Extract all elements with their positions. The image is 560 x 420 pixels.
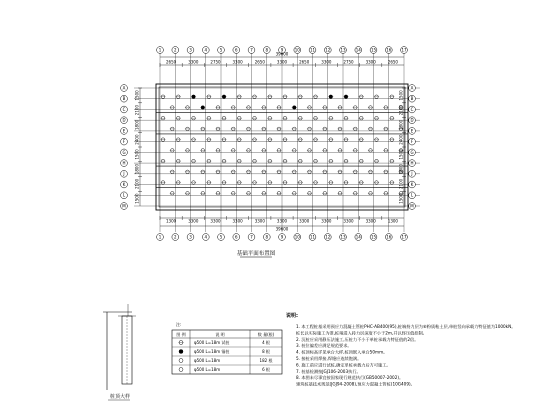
legend-count-4: 6 根	[262, 367, 270, 372]
dim-left-seg: 1500	[134, 149, 140, 160]
legend-count-2: 8 根	[262, 349, 270, 354]
dim-right-seg: 2100	[398, 178, 404, 189]
dim-right-seg: 1800	[398, 119, 404, 130]
axis-bubble-left-10-label: K	[122, 181, 126, 187]
dim-left-seg: 1500	[134, 90, 140, 101]
dim-top-seg: 2650	[166, 59, 177, 65]
plan-title: 基础平面布置图	[236, 251, 276, 257]
axis-bubble-right-1-label: A	[410, 85, 414, 91]
axis-bubble-bottom-14-label: 14	[355, 234, 361, 240]
axis-bubble-top-2-label: 2	[174, 47, 177, 53]
dim-left-seg: 2100	[134, 178, 140, 189]
axis-bubble-left-3-label: C	[122, 106, 126, 112]
axis-bubble-left-2-label: B	[122, 96, 126, 102]
legend-desc-1: φ500 L=18m 试桩	[194, 340, 230, 345]
axis-bubble-right-7-label: G	[410, 149, 414, 155]
dim-right-seg: 1500	[398, 90, 404, 101]
dim-bottom-total: 39600	[275, 226, 289, 232]
axis-bubble-bottom-5-label: 5	[219, 234, 223, 240]
axis-bubble-top-11-label: 11	[309, 47, 316, 53]
dim-left-seg: 2400	[134, 134, 140, 145]
dim-right-seg: 1500	[398, 193, 404, 204]
dim-bottom-seg: 3300	[188, 218, 199, 224]
axis-bubble-right-5-label: E	[410, 128, 414, 134]
axis-bubble-bottom-6-label: 6	[235, 234, 238, 240]
dim-top-seg: 3300	[365, 59, 376, 65]
axis-bubble-bottom-7-label: 7	[250, 234, 253, 240]
axis-bubble-top-7-label: 7	[250, 47, 253, 53]
dim-bottom-seg: 1300	[387, 218, 398, 224]
axis-bubble-bottom-15-label: 15	[370, 234, 377, 240]
axis-bubble-right-2-label: B	[410, 96, 414, 102]
dim-right-seg: 1500	[398, 149, 404, 160]
dim-bottom-seg: 3300	[276, 218, 288, 224]
dim-right-seg: 2400	[398, 134, 404, 145]
axis-bubble-top-15-label: 15	[370, 47, 377, 53]
dim-top-seg: 3300	[321, 59, 332, 65]
note-line-7: 6. 施工前应进行试桩,确定单桩承载力后方可施工。	[296, 362, 391, 368]
axis-bubble-left-1-label: A	[122, 85, 126, 91]
note-line-9: 8. 本图未尽事宜按国家现行规范执行(GB50007-2002)。	[296, 375, 404, 381]
dim-bottom-seg: 3300	[321, 218, 332, 224]
axis-bubble-left-6-label: F	[122, 139, 126, 144]
axis-bubble-top-10-label: 10	[294, 47, 300, 53]
legend-symbol-2	[179, 350, 183, 354]
dim-left-seg: 1800	[134, 119, 140, 130]
legend-count-3: 182 根	[259, 358, 273, 363]
axis-bubble-left-4-label: D	[122, 117, 126, 123]
axis-bubble-top-4-label: 4	[204, 47, 208, 53]
dim-bottom-seg: 3300	[299, 218, 310, 224]
dim-top-seg: 2650	[387, 59, 398, 65]
axis-bubble-bottom-11-label: 11	[309, 234, 316, 240]
axis-bubble-right-3-label: C	[410, 106, 414, 112]
legend-desc-2: φ500 L=18m 锚桩	[194, 349, 230, 354]
dim-bottom-seg: 3300	[365, 218, 376, 224]
dim-top-seg: 2750	[210, 59, 221, 65]
axis-bubble-right-11-label: L	[410, 192, 414, 198]
note-line-3: 2. 沉桩应采用静压法施工,压桩力不小于单桩承载力特征值的2倍。	[296, 336, 419, 342]
legend-count-1: 4 根	[262, 340, 270, 345]
axis-bubble-bottom-10-label: 10	[294, 234, 300, 240]
dim-left-seg: 1800	[134, 164, 140, 175]
axis-bubble-left-12-label: M	[122, 203, 126, 209]
axis-bubble-top-17-label: 17	[401, 47, 407, 53]
legend-symbol-4	[179, 368, 183, 372]
legend-header-note: 注:	[176, 322, 182, 327]
axis-bubble-top-8-label: 8	[265, 47, 269, 53]
dim-right-seg: 1800	[398, 164, 404, 175]
axis-bubble-top-9-label: 9	[280, 47, 284, 53]
axis-bubble-bottom-13-label: 13	[340, 234, 346, 240]
axis-bubble-top-5-label: 5	[219, 47, 223, 53]
axis-bubble-top-1-label: 1	[158, 47, 162, 53]
dim-right-seg: 2100	[398, 105, 404, 116]
axis-bubble-top-16-label: 16	[386, 47, 392, 53]
dim-bottom-seg: 1300	[166, 218, 177, 224]
axis-bubble-bottom-9-label: 9	[280, 234, 284, 240]
axis-bubble-right-4-label: D	[410, 117, 414, 123]
note-line-4: 3. 桩位偏差应满足规范要求。	[296, 343, 352, 349]
axis-bubble-bottom-16-label: 16	[386, 234, 392, 240]
axis-bubble-bottom-2-label: 2	[174, 234, 177, 240]
dim-top-seg: 2650	[299, 59, 310, 65]
dim-bottom-seg: 3300	[343, 218, 354, 224]
legend-desc-3: φ500 L=18m	[194, 358, 221, 363]
legend-symbol-3	[179, 359, 183, 363]
dim-left-seg: 1500	[134, 193, 140, 204]
detail-label: 桩顶大样	[110, 394, 131, 400]
note-line-5: 4. 桩顶标高详见承台大样,桩顶嵌入承台50mm。	[296, 349, 388, 355]
axis-bubble-bottom-4-label: 4	[204, 234, 208, 240]
axis-bubble-left-11-label: L	[122, 192, 126, 198]
axis-bubble-right-6-label: F	[410, 139, 414, 144]
dim-bottom-seg: 3300	[232, 218, 243, 224]
dim-top-seg: 2750	[343, 59, 354, 65]
dim-top-total: 39600	[275, 51, 289, 57]
dim-left-seg: 2100	[134, 105, 140, 116]
dim-top-seg: 2650	[254, 59, 265, 65]
axis-bubble-bottom-1-label: 1	[158, 234, 162, 240]
dim-top-seg: 3300	[276, 59, 288, 65]
legend-col-desc: 说 明	[215, 332, 225, 337]
axis-bubble-top-13-label: 13	[340, 47, 346, 53]
dim-top-seg: 3300	[232, 59, 243, 65]
notes-title: 说明:	[286, 313, 298, 319]
axis-bubble-bottom-12-label: 12	[325, 234, 331, 240]
note-line-8: 7. 桩基检测按JGJ106-2003执行。	[296, 368, 361, 374]
dim-bottom-seg: 3300	[210, 218, 221, 224]
note-line-6: 5. 接桩采用焊接,焊缝应连续饱满。	[296, 356, 362, 361]
note-line-1: 1. 本工程桩基采用预应力混凝土管桩PHC-AB400(95),桩端持力层为⑥粉质粘土层,单桩竖向承载力特征值为1000kN。	[296, 324, 516, 329]
axis-bubble-right-12-label: M	[410, 203, 414, 209]
note-line-2: 桩长以实际施工为准,桩端进入持力层深度不小于2m,并以终压值控制。	[296, 330, 427, 336]
axis-bubble-bottom-8-label: 8	[265, 234, 269, 240]
axis-bubble-left-8-label: H	[122, 160, 126, 166]
legend-col-symbol: 图 例	[176, 332, 186, 337]
dim-top-seg: 3300	[188, 59, 199, 65]
axis-bubble-top-3-label: 3	[189, 47, 192, 53]
axis-bubble-left-5-label: E	[122, 128, 126, 134]
dim-bottom-seg: 3300	[254, 218, 265, 224]
note-line-10: 建筑桩基技术规范(JGJ94-2008),预应力混凝土管桩(10G409)。	[296, 381, 415, 387]
axis-bubble-top-6-label: 6	[235, 47, 238, 53]
axis-bubble-left-9-label: J	[123, 171, 125, 177]
axis-bubble-right-10-label: K	[410, 181, 414, 187]
axis-bubble-right-9-label: J	[411, 171, 413, 177]
axis-bubble-top-14-label: 14	[355, 47, 361, 53]
legend-col-count: 数 量(根)	[257, 332, 275, 337]
axis-bubble-bottom-17-label: 17	[401, 234, 407, 240]
axis-bubble-right-8-label: H	[410, 160, 414, 166]
legend-desc-4: φ500 L=18m	[194, 367, 221, 372]
axis-bubble-top-12-label: 12	[325, 47, 331, 53]
axis-bubble-left-7-label: G	[122, 149, 126, 155]
axis-bubble-bottom-3-label: 3	[189, 234, 192, 240]
